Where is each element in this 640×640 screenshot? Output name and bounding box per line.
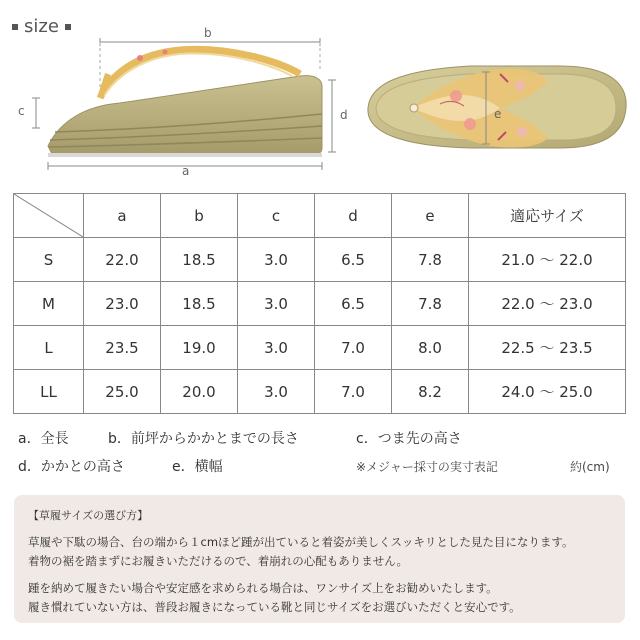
- legend-d: d．かかとの高さ: [18, 459, 125, 475]
- measure-note: ※メジャー採寸の実寸表記: [356, 460, 498, 474]
- table-cell: 3.0: [238, 238, 315, 282]
- table-corner-cell: [14, 194, 84, 238]
- column-header: e: [392, 194, 469, 238]
- table-row: [14, 370, 626, 414]
- dimension-label-a: a: [182, 164, 190, 178]
- table-cell: 7.8: [392, 282, 469, 326]
- legend-e: e．横幅: [172, 459, 223, 475]
- size-guide-box: [14, 495, 625, 623]
- zori-illustration: [0, 36, 640, 186]
- table-cell: 7.8: [392, 238, 469, 282]
- table-cell: 24.0 ～ 25.0: [469, 370, 626, 414]
- table-cell: 3.0: [238, 326, 315, 370]
- table-row: [14, 326, 626, 370]
- dimension-label-b: b: [204, 26, 212, 40]
- table-cell: 23.5: [84, 326, 161, 370]
- table-cell: 8.2: [392, 370, 469, 414]
- size-guide-line: 草履や下駄の場合、台の端から１cmほど踵が出ていると着姿が美しくスッキリとした見た目になります。: [28, 535, 574, 549]
- table-cell: 21.0 ～ 22.0: [469, 238, 626, 282]
- size-cell: M: [14, 282, 84, 326]
- table-cell: 20.0: [161, 370, 238, 414]
- size-guide-line: 着物の裾を踏まずにお履きいただけるので、着崩れの心配もありません。: [28, 554, 408, 568]
- table-cell: 3.0: [238, 282, 315, 326]
- table-cell: 7.0: [315, 370, 392, 414]
- column-header: 適応サイズ: [469, 194, 626, 238]
- square-bullet-icon: [65, 24, 71, 30]
- dimension-label-d: d: [340, 108, 348, 122]
- size-heading: [12, 16, 71, 37]
- column-header: c: [238, 194, 315, 238]
- diagonal-line-icon: [14, 194, 83, 237]
- table-cell: 25.0: [84, 370, 161, 414]
- table-cell: 22.0: [84, 238, 161, 282]
- table-cell: 7.0: [315, 326, 392, 370]
- column-header: d: [315, 194, 392, 238]
- table-cell: 22.0 ～ 23.0: [469, 282, 626, 326]
- size-title-text: size: [24, 16, 59, 37]
- table-cell: 3.0: [238, 370, 315, 414]
- table-cell: 23.0: [84, 282, 161, 326]
- table-cell: 19.0: [161, 326, 238, 370]
- dimension-label-c: c: [18, 104, 25, 118]
- size-guide-line: 踵を納めて履きたい場合や安定感を求められる場合は、ワンサイズ上をお勧めいたします。: [28, 581, 498, 595]
- size-cell: S: [14, 238, 84, 282]
- table-cell: 18.5: [161, 282, 238, 326]
- legend-b: b．前坪からかかとまでの長さ: [108, 431, 299, 447]
- legend-a: a．全長: [18, 431, 69, 447]
- table-row: [14, 238, 626, 282]
- column-header: a: [84, 194, 161, 238]
- size-cell: L: [14, 326, 84, 370]
- table-cell: 6.5: [315, 238, 392, 282]
- square-bullet-icon: [12, 24, 18, 30]
- legend-c: c．つま先の高さ: [356, 431, 462, 447]
- size-cell: LL: [14, 370, 84, 414]
- table-cell: 8.0: [392, 326, 469, 370]
- size-guide-line: 履き慣れていない方は、普段お履きになっている靴と同じサイズをお選びいただくと安心です。: [28, 600, 521, 614]
- size-table: [13, 193, 626, 414]
- unit-note: 約(cm): [570, 460, 610, 474]
- column-header: b: [161, 194, 238, 238]
- size-guide-title: 【草履サイズの選び方】: [28, 509, 149, 522]
- table-row: [14, 282, 626, 326]
- table-header-row: [14, 194, 626, 238]
- table-cell: 18.5: [161, 238, 238, 282]
- table-cell: 6.5: [315, 282, 392, 326]
- dimension-label-e: e: [494, 107, 502, 121]
- table-cell: 22.5 ～ 23.5: [469, 326, 626, 370]
